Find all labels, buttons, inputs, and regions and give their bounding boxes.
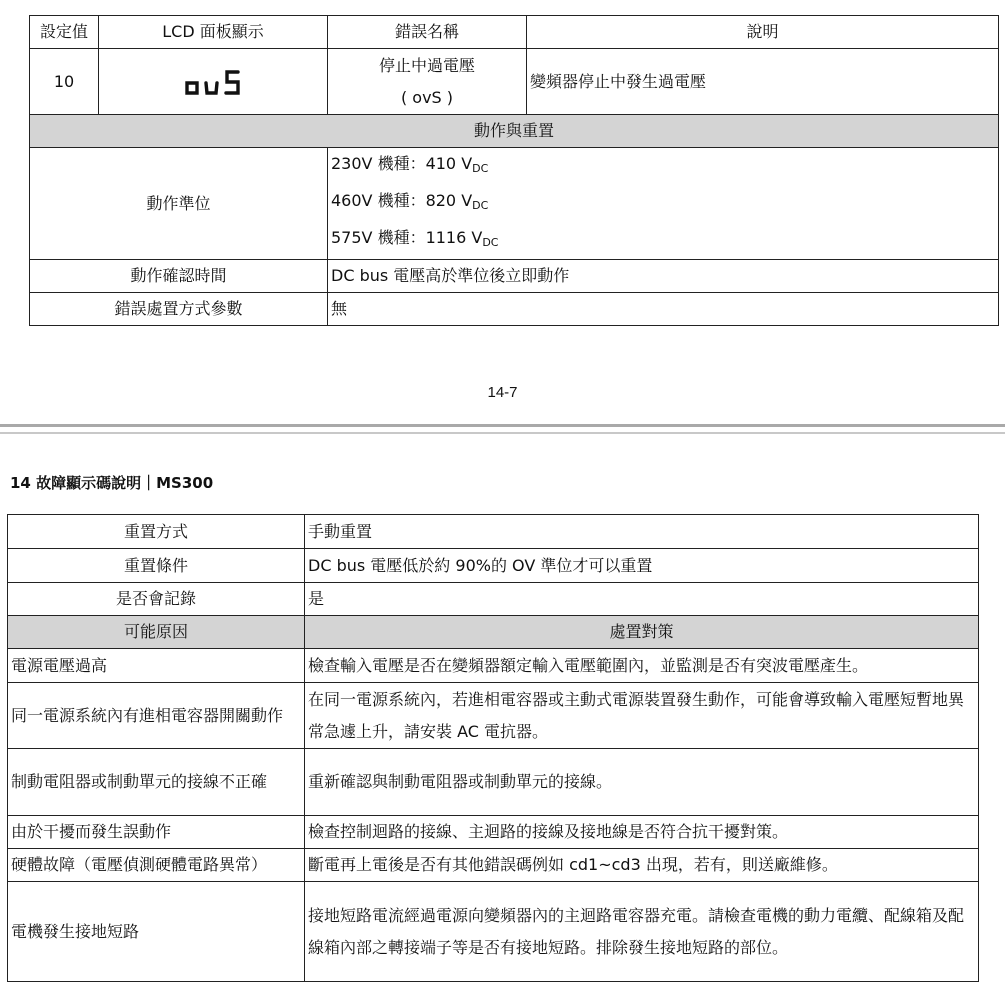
action-cell: 檢查輸入電壓是否在變頻器額定輸入電壓範圍內，並監測是否有突波電壓產生。 — [305, 649, 979, 683]
reset-condition-value: DC bus 電壓低於約 90%的 OV 準位才可以重置 — [305, 549, 979, 583]
error-name-cell — [328, 49, 527, 115]
cause-cell: 電機發生接地短路 — [8, 882, 305, 982]
cause-cell: 電源電壓過高 — [8, 649, 305, 683]
reset-condition-label: 重置條件 — [8, 549, 305, 583]
section-title-action-reset: 動作與重置 — [30, 115, 999, 148]
header-lcd-display: LCD 面板顯示 — [99, 16, 328, 49]
fault-table-bottom — [7, 514, 979, 982]
reset-method-label: 重置方式 — [8, 515, 305, 549]
setting-value-cell: 10 — [30, 49, 99, 115]
action-cell: 檢查控制迴路的接線、主迴路的接線及接地線是否符合抗干擾對策。 — [305, 816, 979, 849]
action-level-values — [328, 148, 999, 260]
section-header: 14 故障顯示碼說明｜MS300 — [10, 474, 214, 492]
action-level-label: 動作準位 — [30, 148, 328, 260]
record-label: 是否會記錄 — [8, 583, 305, 616]
description-cell: 變頻器停止中發生過電壓 — [527, 49, 999, 115]
record-value: 是 — [305, 583, 979, 616]
param-label: 錯誤處置方式參數 — [30, 293, 328, 326]
action-cell: 接地短路電流經過電源向變頻器內的主迴路電容器充電。請檢查電機的動力電纜、配線箱及配線箱內部之轉接端子等是否有接地短路。排除發生接地短路的部位。 — [305, 882, 979, 982]
confirm-time-value: DC bus 電壓高於準位後立即動作 — [328, 260, 999, 293]
action-header: 處置對策 — [305, 616, 979, 649]
action-cell: 在同一電源系統內，若進相電容器或主動式電源裝置發生動作，可能會導致輸入電壓短暫地異常急遽上升，請安裝 AC 電抗器。 — [305, 683, 979, 749]
page-number: 14-7 — [487, 384, 518, 401]
cause-cell: 制動電阻器或制動單元的接線不正確 — [8, 749, 305, 816]
action-level-460v: 460V 機種：820 $V_{DC}$ — [331, 191, 489, 212]
param-value: 無 — [328, 293, 999, 326]
cause-cell: 由於干擾而發生誤動作 — [8, 816, 305, 849]
error-name-line2: ( ovS ) — [400, 87, 454, 107]
action-level-230v: 230V 機種：410 $V_{DC}$ — [331, 154, 489, 175]
cause-cell: 硬體故障（電壓偵測硬體電路異常） — [8, 849, 305, 882]
error-name-line1: 停止中過電壓 — [378, 55, 475, 75]
cause-cell: 同一電源系統內有進相電容器開關動作 — [8, 683, 305, 749]
header-setting-value: 設定值 — [30, 16, 99, 49]
action-cell: 斷電再上電後是否有其他錯誤碼例如 cd1~cd3 出現，若有，則送廠維修。 — [305, 849, 979, 882]
page-separator — [0, 424, 1005, 438]
header-error-name: 錯誤名稱 — [328, 16, 527, 49]
lcd-display-cell — [99, 49, 328, 115]
fault-table-top — [29, 15, 999, 326]
cause-header: 可能原因 — [8, 616, 305, 649]
header-description: 說明 — [527, 16, 999, 49]
confirm-time-label: 動作確認時間 — [30, 260, 328, 293]
action-level-575v: 575V 機種：1116 $V_{DC}$ — [331, 228, 499, 249]
reset-method-value: 手動重置 — [305, 515, 979, 549]
action-cell: 重新確認與制動電阻器或制動單元的接線。 — [305, 749, 979, 816]
lcd-segment-display — [183, 68, 243, 96]
